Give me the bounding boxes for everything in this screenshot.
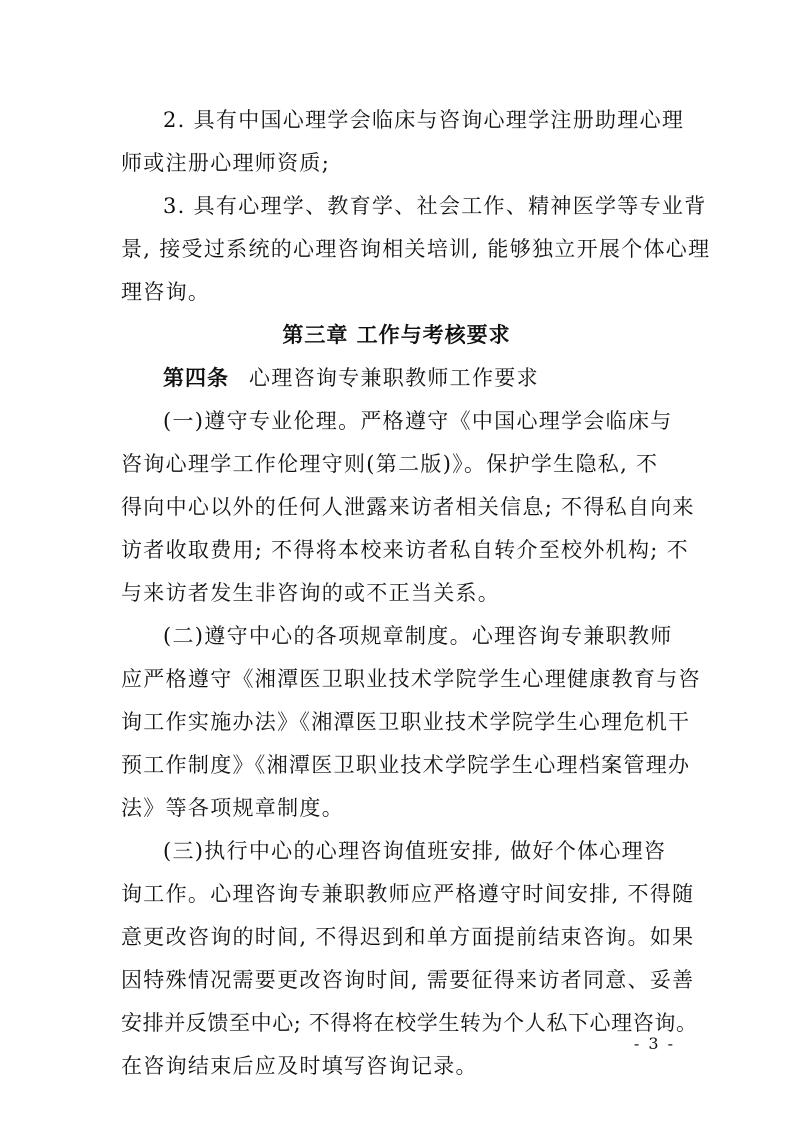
paragraph-line: 景, 接受过系统的心理咨询相关培训, 能够独立开展个体心理 bbox=[121, 237, 711, 261]
chapter-title: 第三章 工作与考核要求 bbox=[282, 323, 511, 347]
item-line: 安排并反馈至中心; 不得将在校学生转为个人私下心理咨询。 bbox=[121, 1011, 698, 1035]
item-line: 与来访者发生非咨询的或不正当关系。 bbox=[121, 581, 501, 605]
article-heading bbox=[163, 364, 539, 392]
paragraph-line: 理咨询。 bbox=[121, 280, 211, 304]
item-line: 得向中心以外的任何人泄露来访者相关信息; 不得私自向来 bbox=[121, 495, 695, 519]
item-line: 因特殊情况需要更改咨询时间, 需要征得来访者同意、妥善 bbox=[121, 968, 695, 992]
item-line: 询工作。心理咨询专兼职教师应严格遵守时间安排, 不得随 bbox=[121, 882, 695, 906]
item-line: 询工作实施办法》《湘潭医卫职业技术学院学生心理危机干 bbox=[121, 710, 691, 734]
paragraph-line: 3. 具有心理学、教育学、社会工作、精神医学等专业背 bbox=[163, 194, 707, 218]
item-line: 预工作制度》《湘潭医卫职业技术学院学生心理档案管理办 bbox=[121, 753, 691, 777]
item-line: (一)遵守专业伦理。严格遵守《中国心理学会临床与 bbox=[163, 409, 673, 433]
paragraph-line: 2. 具有中国心理学会临床与咨询心理学注册助理心理 bbox=[163, 108, 685, 132]
item-line: 法》等各项规章制度。 bbox=[121, 796, 344, 820]
item-line: 访者收取费用; 不得将本校来访者私自转介至校外机构; 不 bbox=[121, 538, 689, 562]
item-line: 意更改咨询的时间, 不得迟到和单方面提前结束咨询。如果 bbox=[121, 925, 695, 949]
item-line: (二)遵守中心的各项规章制度。心理咨询专兼职教师 bbox=[163, 624, 673, 648]
paragraph-line: 师或注册心理师资质; bbox=[121, 151, 331, 175]
item-line: 在咨询结束后应及时填写咨询记录。 bbox=[121, 1054, 478, 1078]
item-line: (三)执行中心的心理咨询值班安排, 做好个体心理咨 bbox=[163, 839, 667, 863]
page-number: - 3 - bbox=[633, 1034, 675, 1053]
article-title: 心理咨询专兼职教师工作要求 bbox=[248, 366, 539, 390]
item-line: 应严格遵守《湘潭医卫职业技术学院学生心理健康教育与咨 bbox=[121, 667, 701, 691]
item-line: 咨询心理学工作伦理守则(第二版)》。保护学生隐私, 不 bbox=[121, 452, 659, 476]
article-label: 第四条 bbox=[163, 366, 229, 390]
